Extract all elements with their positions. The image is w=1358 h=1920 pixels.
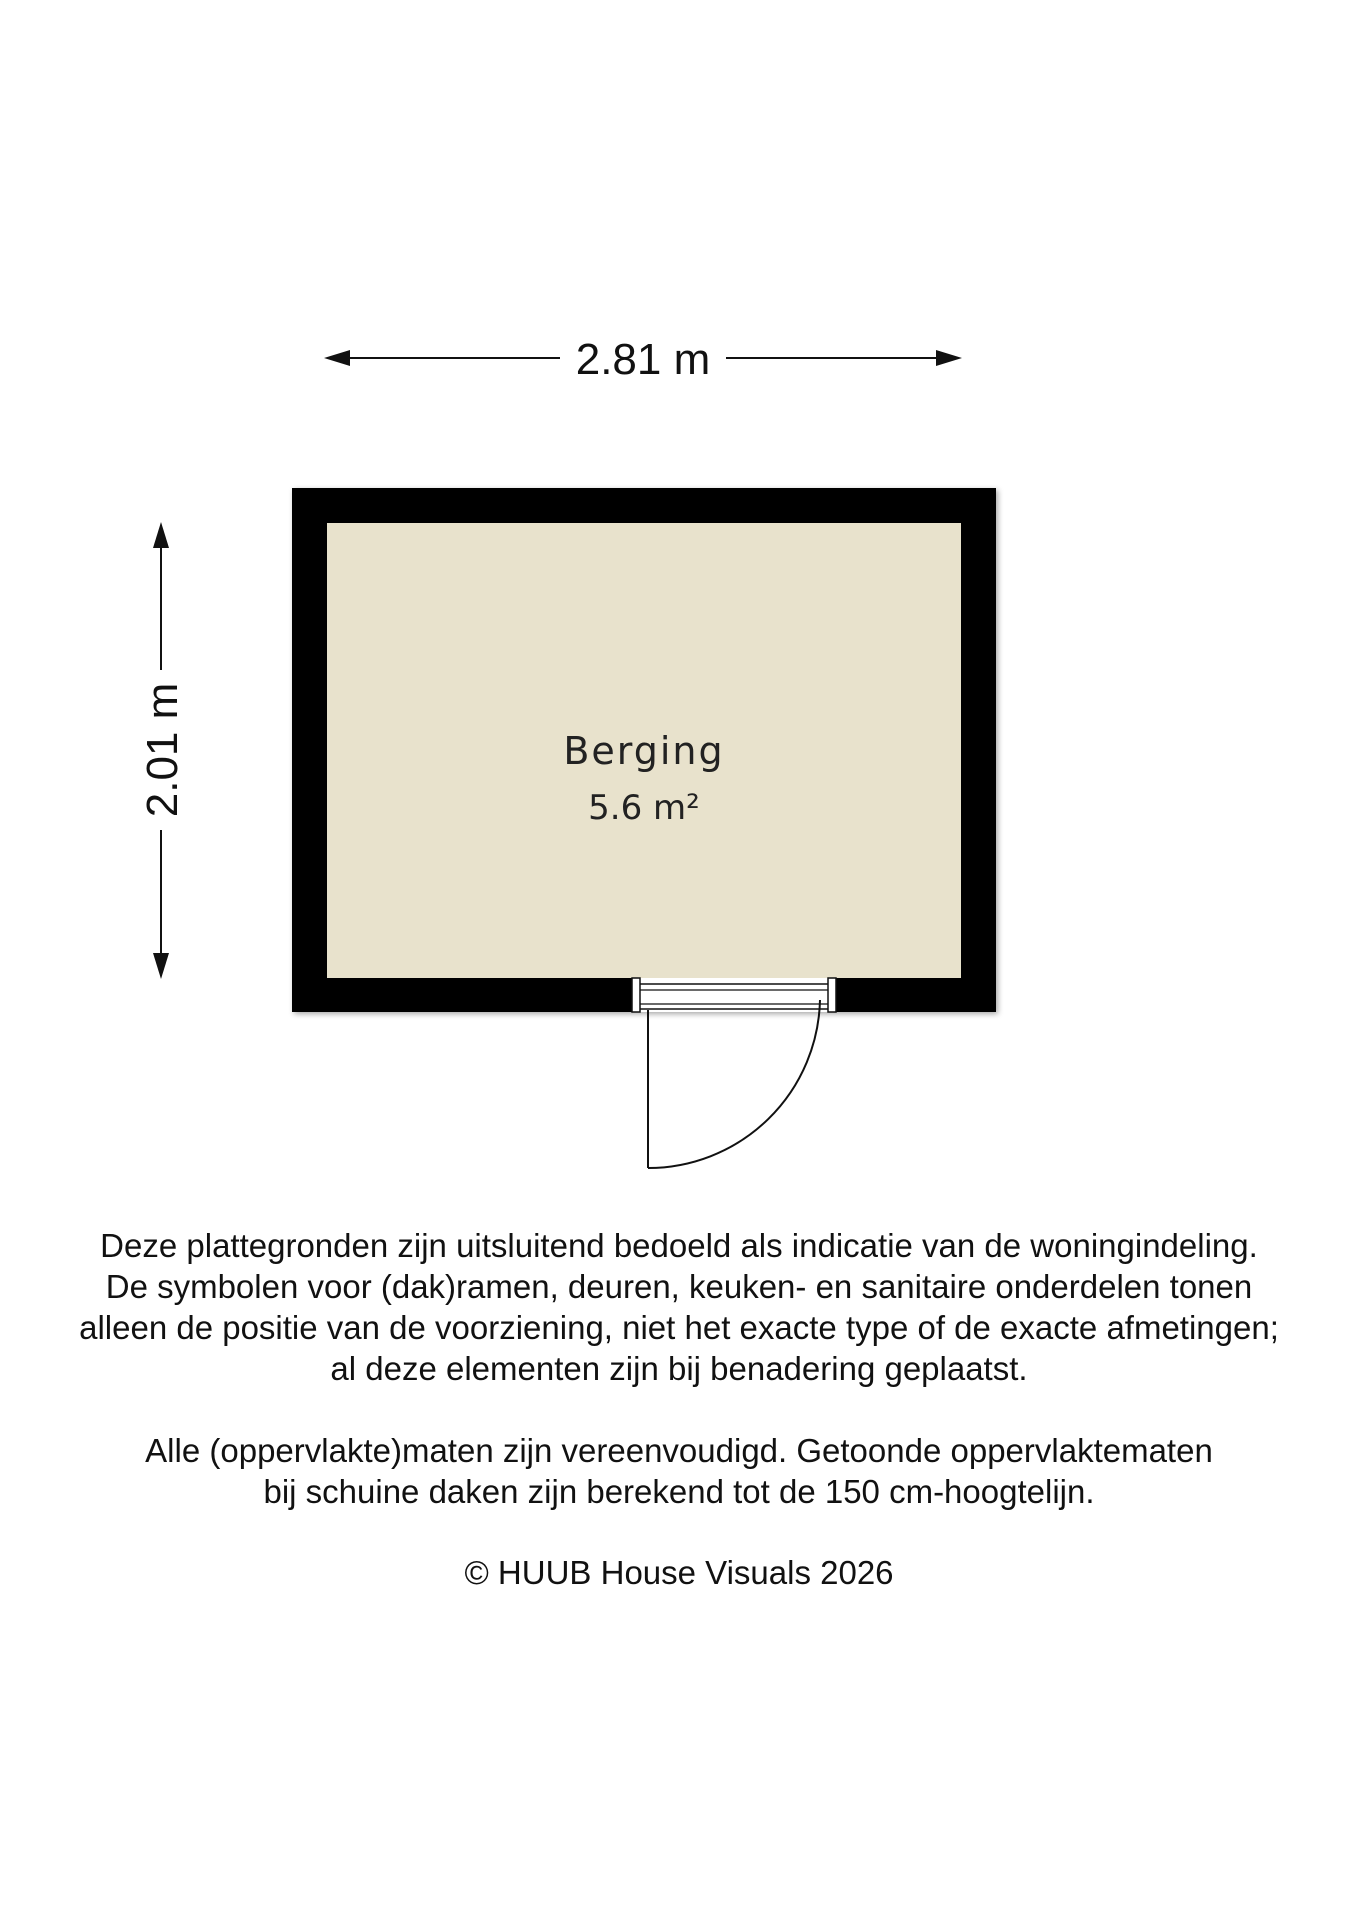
height-dimension-label: 2.01 m bbox=[138, 682, 187, 818]
width-dimension-label: 2.81 m bbox=[575, 335, 711, 384]
disclaimer-line: alleen de positie van de voorziening, niet het exacte type of de exacte afmetingen; bbox=[79, 1309, 1279, 1346]
copyright-text: © HUUB House Visuals 2026 bbox=[464, 1554, 894, 1591]
arrow-down-icon bbox=[153, 953, 169, 979]
arrow-up-icon bbox=[153, 522, 169, 548]
height-dimension bbox=[138, 522, 187, 979]
arrow-left-icon bbox=[324, 350, 350, 366]
disclaimer-line: Deze plattegronden zijn uitsluitend bedoeld als indicatie van de woningindeling. bbox=[100, 1227, 1258, 1264]
disclaimer-line: al deze elementen zijn bij benadering geplaatst. bbox=[330, 1350, 1028, 1387]
room-area: 5.6 m² bbox=[588, 788, 700, 828]
copyright-notice bbox=[0, 1552, 1358, 1593]
disclaimer-paragraph-2 bbox=[0, 1430, 1358, 1512]
door-swing-arc bbox=[648, 1000, 820, 1168]
disclaimer-paragraph-1 bbox=[0, 1225, 1358, 1389]
width-dimension bbox=[324, 335, 962, 384]
disclaimer-line: De symbolen voor (dak)ramen, deuren, keuken- en sanitaire onderdelen tonen bbox=[105, 1268, 1253, 1305]
door bbox=[632, 978, 836, 1168]
door-frame-right bbox=[828, 978, 836, 1012]
disclaimer-line: bij schuine daken zijn berekend tot de 150 cm-hoogtelijn. bbox=[263, 1473, 1095, 1510]
room-berging bbox=[292, 488, 996, 1012]
room-name: Berging bbox=[563, 729, 725, 773]
disclaimer-line: Alle (oppervlakte)maten zijn vereenvoudigd. Getoonde oppervlaktematen bbox=[145, 1432, 1213, 1469]
arrow-right-icon bbox=[936, 350, 962, 366]
door-opening bbox=[632, 978, 836, 1012]
door-frame-left bbox=[632, 978, 640, 1012]
